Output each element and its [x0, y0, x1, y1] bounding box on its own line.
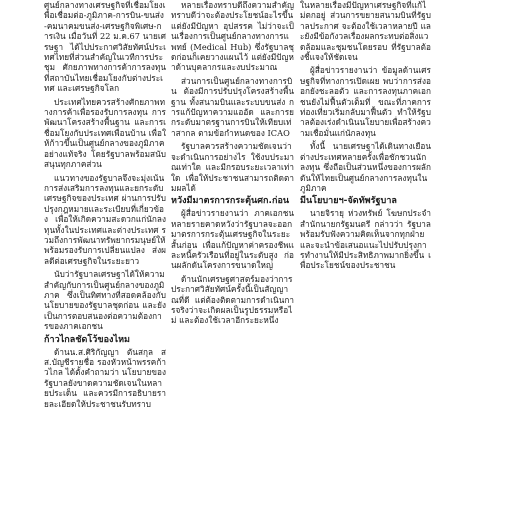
article-paragraph: ศูนย์กลางทางเศรษฐกิจที่เชื่อมโยงเพื่อเชื่อมต่อ-ภูมิภาค-การบิน-ขนส่ง-คมนาคมขนส่ง-เศรษฐกิจพิเศษ-การเงิน เมื่อวันที่ 22 ม.ค.67 นายเศรษฐา ได้ไปประกาศวิสัยทัศน์ประเทศไทยที่ส่วนสำคัญในเวทีการประชุม ศักยภาพทางการค้าการลงทุน ที่สถาบันไทยเชื่อมโยงกับต่างประเทศ และเศรษฐกิจโลก [44, 0, 166, 94]
column-right [300, 0, 431, 512]
article-paragraph: หลายเรื่องทราบดีถึงความสำคัญ ทราบดีว่าจะต้องประโยชน์อะไรขึ้น แต่ยังมีปัญหา อุปสรรค ไม่ว่าจะเป็นเรื่องการเป็นศูนย์กลางทางการแพทย์ (Medical Hub) ซึ่งรัฐบาลชุดก่อนก็เคยวางแผนไว้ แต่ยังมีปัญหาด้านบุคลากรและงบประมาณ [171, 0, 294, 73]
article-paragraph: ผู้สื่อข่าวรายงานว่า ข้อมูลด้านเศรษฐกิจที่ทางการเปิดเผย พบว่าการส่งออกยังชะลอตัว และการลงทุนภาคเอกชนยังไม่ฟื้นตัวเต็มที่ ขณะที่ภาคการท่องเที่ยวเริ่มกลับมาฟื้นตัว ทำให้รัฐบาลต้องเร่งดำเนินนโยบายเพื่อสร้างความเชื่อมั่นแก่นักลงทุน [300, 65, 431, 138]
column-left [44, 0, 166, 512]
article-paragraph: นับว่ารัฐบาลเศรษฐาได้ให้ความสำคัญกับการเป็นศูนย์กลางของภูมิภาค ซึ่งเป็นทิศทางที่สอดคล้องกับนโยบายของรัฐบาลชุดก่อน และยังเป็นการตอบสนองต่อความต้องการของภาคเอกชน [44, 269, 166, 332]
article-paragraph: รัฐบาลควรสร้างความชัดเจนว่าจะดำเนินการอย่างไร ใช้งบประมาณเท่าใด และมีกรอบระยะเวลาเท่าใด เพื่อให้ประชาชนสามารถติดตามผลได้ [171, 141, 294, 193]
article-paragraph: นายจิรายุ ห่วงทรัพย์ โฆษกประจำสำนักนายกรัฐมนตรี กล่าวว่า รัฐบาลพร้อมรับฟังความคิดเห็นจากทุกฝ่าย และจะนำข้อเสนอแนะไปปรับปรุงการทำงานให้มีประสิทธิภาพมากยิ่งขึ้น เพื่อประโยชน์ของประชาชน [300, 208, 431, 271]
article-paragraph: ผู้สื่อข่าวรายงานว่า ภาคเอกชนหลายรายคาดหวังว่ารัฐบาลจะออกมาตรการกระตุ้นเศรษฐกิจในระยะสั้นก่อน เพื่อแก้ปัญหาค่าครองชีพและหนี้ครัวเรือนที่อยู่ในระดับสูง ก่อนผลักดันโครงการขนาดใหญ่ [171, 208, 294, 271]
article-paragraph: ด้านน.ส.ศิริกัญญา ตันสกุล สส.บัญชีรายชื่อ รองหัวหน้าพรรคก้าวไกล ได้ตั้งคำถามว่า นโยบายของรัฐบาลยังขาดความชัดเจนในหลายประเด็น และควรมีการอธิบายรายละเอียดให้ประชาชนรับทราบ [44, 346, 166, 409]
section-heading: หวังมีมาตรการกระตุ้นศก.ก่อน [171, 196, 290, 207]
section-heading: มีนโยบายฯ-จัดทัพรัฐบาล [300, 196, 397, 207]
article-paragraph: ส่วนการเป็นศูนย์กลางทางการบิน ต้องมีการปรับปรุงโครงสร้างพื้นฐาน ทั้งสนามบินและระบบขนส่ง การแก้ปัญหาความแออัด และการยกระดับมาตรฐานการบินให้เทียบเท่าสากล ตามข้อกำหนดของ ICAO [171, 75, 294, 138]
article-paragraph: แนวทางของรัฐบาลจึงจะมุ่งเน้นการส่งเสริมการลงทุนและยกระดับเศรษฐกิจของประเทศ ผ่านการปรับปรุงกฎหมายและระเบียบที่เกี่ยวข้อง เพื่อให้เกิดความสะดวกแก่นักลงทุนทั้งในประเทศและต่างประเทศ รวมถึงการพัฒนาทรัพยากรมนุษย์ให้พร้อมรองรับการเปลี่ยนแปลง ส่งผลดีต่อเศรษฐกิจในระยะยาว [44, 172, 166, 266]
section-heading: ก้าวไกลชัดโว้ของไหม [44, 334, 131, 345]
article-paragraph: ด้านนักเศรษฐศาสตร์มองว่าการประกาศวิสัยทัศน์ครั้งนี้เป็นสัญญาณที่ดี แต่ต้องติดตามการดำเนินการจริงว่าจะเกิดผลเป็นรูปธรรมหรือไม่ และต้องใช้เวลาอีกระยะหนึ่ง [171, 273, 294, 326]
article-paragraph: ในหลายเรื่องมีปัญหาเศรษฐกิจที่แก้ไม่ตกอยู่ ส่วนการขยายสนามบินที่รัฐบาลประกาศ จะต้องใช้เวลาหลายปี และยังมีข้อกังวลเรื่องผลกระทบต่อสิ่งแวดล้อมและชุมชนโดยรอบ ที่รัฐบาลต้องชี้แจงให้ชัดเจน [300, 0, 431, 63]
column-middle [171, 0, 294, 512]
article-paragraph: ประเทศไทยควรสร้างศักยภาพทางการค้าเพื่อรองรับการลงทุน การพัฒนาโครงสร้างพื้นฐาน และการเชื่อมโยงกับประเทศเพื่อนบ้าน เพื่อให้ก้าวขึ้นเป็นศูนย์กลางของภูมิภาคอย่างแท้จริง โดยรัฐบาลพร้อมสนับสนุนทุกภาคส่วน [44, 96, 166, 170]
article-paragraph: ทั้งนี้ นายเศรษฐาได้เดินทางเยือนต่างประเทศหลายครั้งเพื่อชักชวนนักลงทุน ซึ่งถือเป็นส่วนหนึ่งของการผลักดันให้ไทยเป็นศูนย์กลางการลงทุนในภูมิภาค [300, 141, 431, 193]
